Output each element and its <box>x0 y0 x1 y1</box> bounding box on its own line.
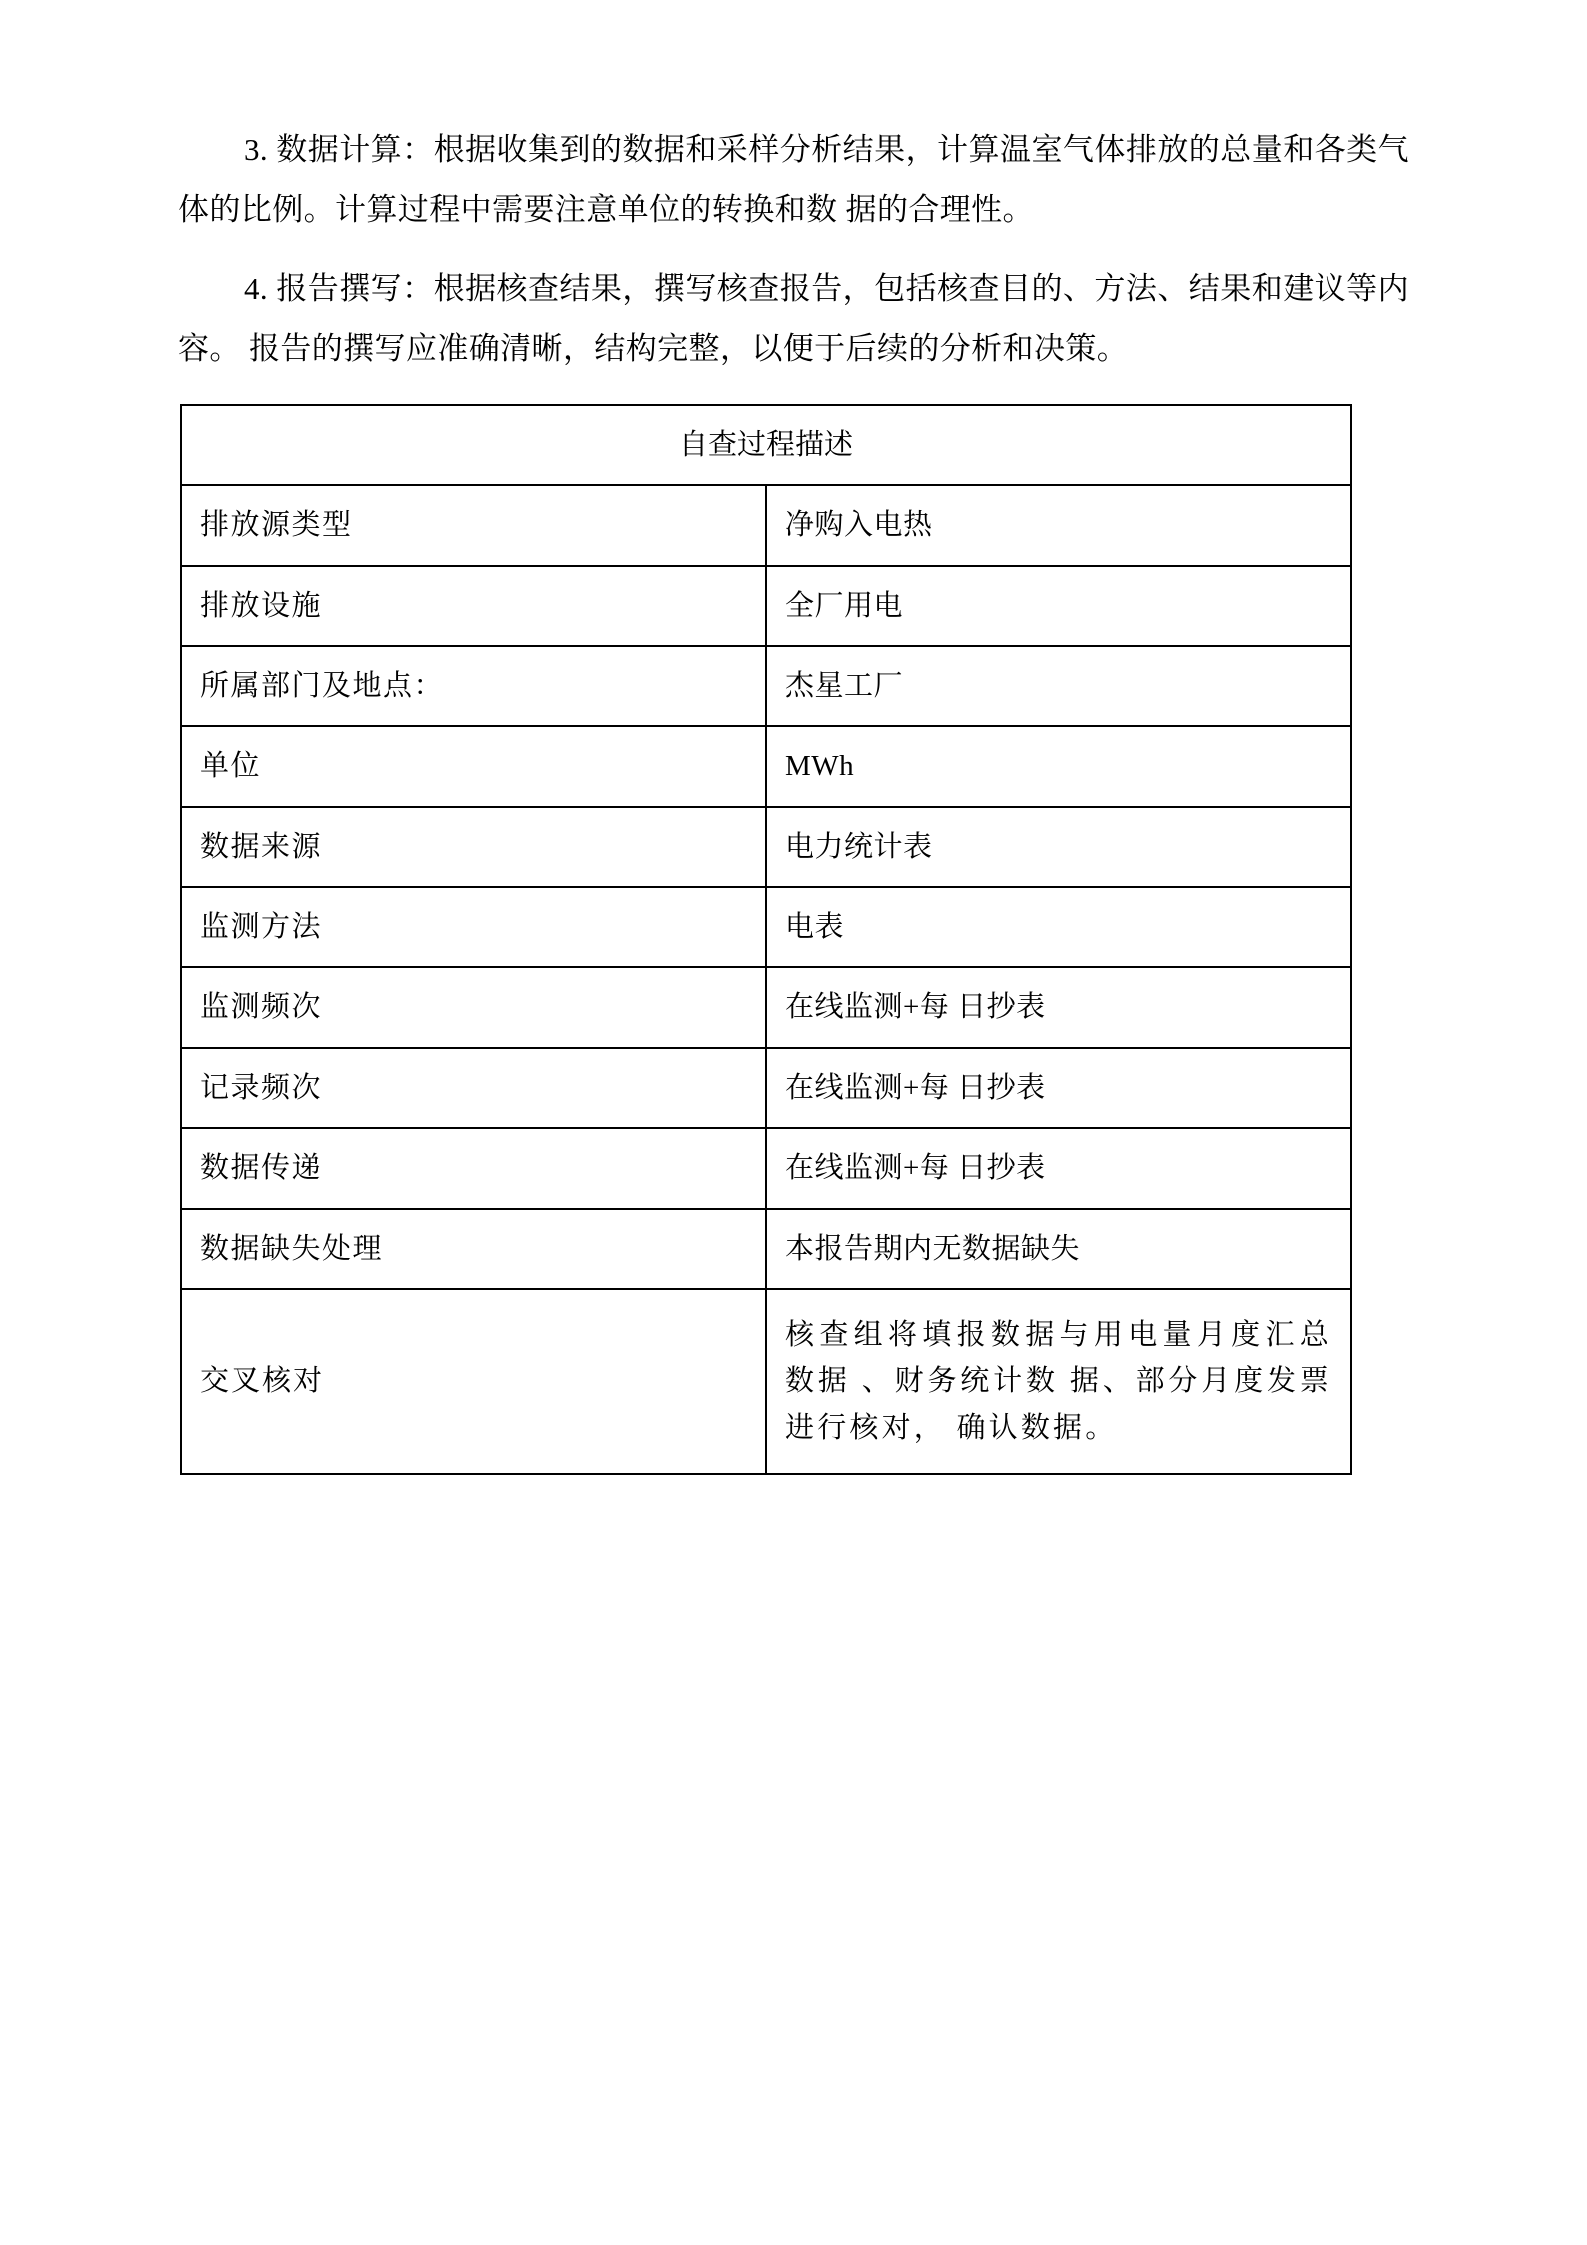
paragraph-report-writing: 4. 报告撰写：根据核查结果，撰写核查报告，包括核查目的、方法、结果和建议等内容。 报告的撰写应准确清晰，结构完整，以便于后续的分析和决策。 <box>178 270 1409 367</box>
row-label-monitoring-frequency: 监测频次 <box>181 967 766 1047</box>
paragraph-data-calculation: 3. 数据计算：根据收集到的数据和采样分析结果，计算温室气体排放的总量和各类气体的比例。计算过程中需要注意单位的转换和数 据的合理性。 <box>178 132 1409 228</box>
row-value-unit: MWh <box>766 726 1351 806</box>
row-value-data-source: 电力统计表 <box>766 807 1351 887</box>
row-value-record-frequency: 在线监测+每 日抄表 <box>766 1048 1351 1128</box>
table-row <box>181 807 1351 887</box>
table-row <box>181 1209 1351 1289</box>
row-label-data-source: 数据来源 <box>181 807 766 887</box>
row-value-monitoring-frequency: 在线监测+每 日抄表 <box>766 967 1351 1047</box>
row-label-department-location: 所属部门及地点： <box>181 646 766 726</box>
table-row <box>181 1048 1351 1128</box>
row-label-monitoring-method: 监测方法 <box>181 887 766 967</box>
table-row <box>181 646 1351 726</box>
row-value-missing-data-handling: 本报告期内无数据缺失 <box>766 1209 1351 1289</box>
row-value-department-location: 杰星工厂 <box>766 646 1351 726</box>
table-row <box>181 726 1351 806</box>
row-label-record-frequency: 记录频次 <box>181 1048 766 1128</box>
table-row-title <box>181 405 1351 485</box>
self-check-process-table <box>180 404 1352 1475</box>
table-row <box>181 1289 1351 1474</box>
table-row <box>181 485 1351 565</box>
row-value-cross-check: 核查组将填报数据与用电量月度汇总数据 、财务统计数 据、部分月度发票进行核对， 确认数据。 <box>766 1289 1351 1474</box>
row-label-missing-data-handling: 数据缺失处理 <box>181 1209 766 1289</box>
row-label-emission-source-type: 排放源类型 <box>181 485 766 565</box>
row-label-data-transfer: 数据传递 <box>181 1128 766 1208</box>
row-label-cross-check: 交叉核对 <box>181 1289 766 1474</box>
row-value-emission-source-type: 净购入电热 <box>766 485 1351 565</box>
row-label-unit: 单位 <box>181 726 766 806</box>
table-title: 自查过程描述 <box>181 405 1351 485</box>
table-row <box>181 1128 1351 1208</box>
row-value-data-transfer: 在线监测+每 日抄表 <box>766 1128 1351 1208</box>
row-label-emission-facility: 排放设施 <box>181 566 766 646</box>
table-row <box>181 887 1351 967</box>
row-value-monitoring-method: 电表 <box>766 887 1351 967</box>
table-row <box>181 967 1351 1047</box>
row-value-emission-facility: 全厂用电 <box>766 566 1351 646</box>
table-row <box>181 566 1351 646</box>
